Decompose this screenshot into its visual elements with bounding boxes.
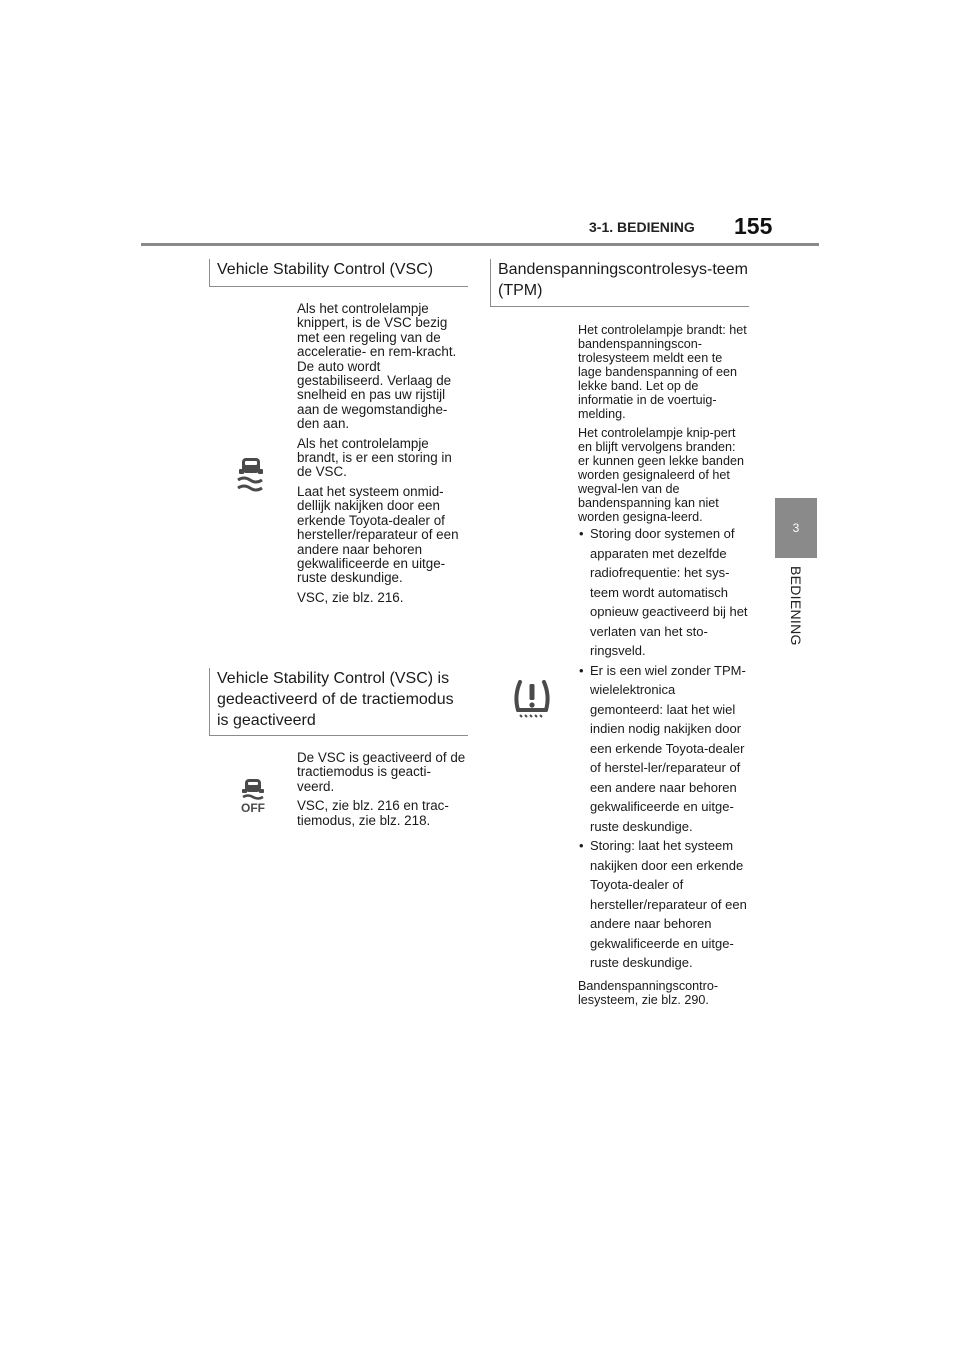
vsc-skid-icon: [234, 456, 268, 499]
tpm-heading: Bandenspanningscontrolesys-teem (TPM): [490, 259, 749, 307]
chapter-label: BEDIENING: [788, 566, 804, 646]
tpm-bullet-item: • Storing: laat het systeem nakijken door een erkende Toyota-dealer of hersteller/reparateur of een andere naar behoren gekwalificeerde en uitge-ruste deskundige.: [578, 836, 748, 973]
vsc-off-label: OFF: [241, 801, 265, 815]
tpm-bullet-list: [578, 524, 748, 973]
vsc-paragraph: Als het controlelampje brandt, is er een storing in de VSC.: [297, 435, 452, 480]
tpm-paragraph: Het controlelampje brandt: het bandenspanningscon-trolesysteem meldt een te lage bandenspanning of een lekke band. Let op de informatie in de voertuig-melding.: [578, 323, 747, 421]
tpm-bullet-item: • Er is een wiel zonder TPM-wielelektronica gemonteerd: laat het wiel indien nodig nakijken door een erkende Toyota-dealer of herstel-ler/reparateur of een andere naar behoren gekwalificeerde en uitge-ruste deskundige.: [578, 661, 748, 837]
vsc-off-reference: VSC, zie blz. 216 en trac-tiemodus, zie blz. 218.: [297, 798, 449, 828]
vsc-paragraph: Laat het systeem onmid-dellijk nakijken door een erkende Toyota-dealer of hersteller/reparateur of een andere naar behoren gekwalificeerde en uitge-ruste deskundige.: [297, 483, 459, 586]
tpm-paragraph: Het controlelampje knip-pert en blijft vervolgens branden: er kunnen geen lekke banden worden gesignaleerd of het wegval-len van de bandenspanning kan niet worden gesigna-leerd.: [578, 426, 744, 524]
vsc-reference: VSC, zie blz. 216.: [297, 589, 404, 605]
vsc-off-description: [297, 751, 467, 833]
vsc-paragraph: Als het controlelampje knippert, is de VSC bezig met een regeling van de acceleratie- en rem-kracht. De auto wordt gestabiliseerd. Verlaag de snelheid en pas uw rijstijl aan de wegomstandighe-den aan.: [297, 301, 457, 432]
vsc-off-icon: [237, 778, 269, 821]
header-divider: [141, 243, 819, 246]
vsc-description: [297, 302, 467, 610]
vsc-off-paragraph: De VSC is geactiveerd of de tractiemodus is geacti-veerd.: [297, 750, 466, 794]
page-number: 155: [734, 213, 773, 239]
tpm-reference: Bandenspanningscontro-lesysteem, zie blz. 290.: [578, 978, 719, 1007]
tpm-bullet-item: • Storing door systemen of apparaten met dezelfde radiofrequentie: het sys-teem wordt automatisch opnieuw geactiveerd bij het verlaten van het sto-ringsveld.: [578, 524, 748, 661]
tpm-description: [578, 323, 748, 1012]
vsc-off-heading: Vehicle Stability Control (VSC) is gedeactiveerd of de tractiemodus is geactiveerd: [209, 668, 468, 736]
vsc-heading: Vehicle Stability Control (VSC): [209, 259, 468, 287]
section-title: 3-1. BEDIENING: [589, 219, 695, 235]
chapter-tab: [775, 498, 817, 558]
tire-pressure-warning-icon: [511, 678, 553, 725]
chapter-number: 3: [792, 521, 800, 535]
